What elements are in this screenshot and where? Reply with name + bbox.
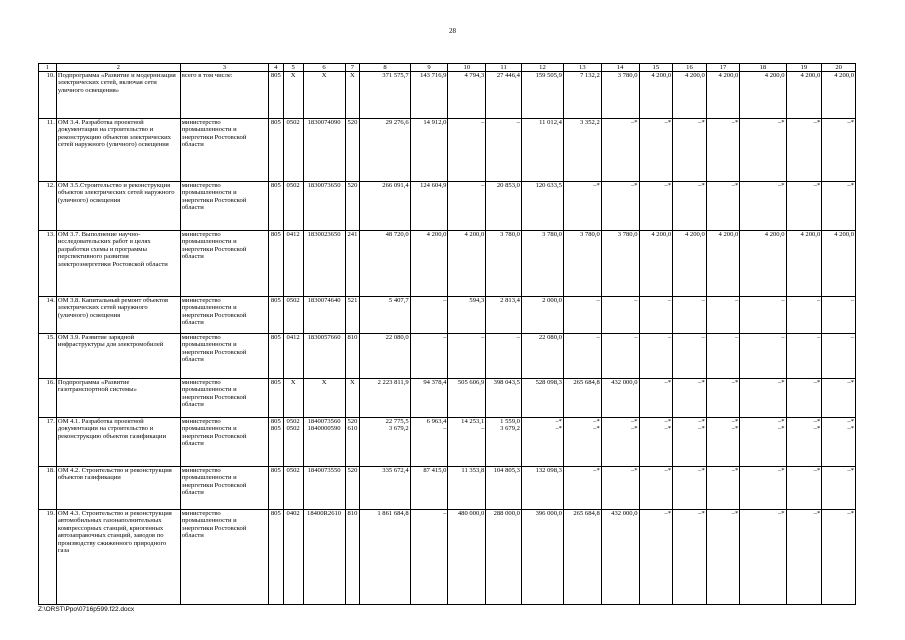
value-cell: 805 — [268, 182, 283, 231]
value-cell: 4 200,0 — [740, 72, 786, 119]
table-row — [39, 231, 856, 297]
value-cell: 520 — [345, 119, 360, 182]
executor-cell: министерство промышленности и энергетики Ростовской области — [180, 510, 268, 605]
value-cell: 22 080,0 — [521, 334, 563, 379]
column-number-18: 18 — [740, 64, 786, 72]
row-number-cell: 14. — [39, 297, 57, 334]
value-cell: 0502 — [283, 182, 303, 231]
value-cell: 124 604,9 — [410, 182, 448, 231]
value-cell: – — [448, 182, 486, 231]
value-cell: – — [706, 297, 740, 334]
value-cell: 4 200,0 — [822, 231, 856, 297]
value-cell: 805 — [268, 510, 283, 605]
value-cell: –* — [601, 467, 639, 510]
value-cell: – — [563, 334, 601, 379]
column-number-13: 13 — [563, 64, 601, 72]
value-cell: –* — [786, 510, 822, 605]
value-cell: 805 — [268, 119, 283, 182]
executor-cell: министерство промышленности и энергетики Ростовской области — [180, 297, 268, 334]
value-cell: 22 080,0 — [360, 334, 410, 379]
column-number-16: 16 — [673, 64, 707, 72]
column-number-7: 7 — [345, 64, 360, 72]
value-cell: 2 000,0 — [521, 297, 563, 334]
value-cell: 520 — [345, 467, 360, 510]
value-cell: 810 — [345, 334, 360, 379]
value-cell: –* — [673, 119, 707, 182]
executor-cell: министерство промышленности и энергетики Ростовской области — [180, 379, 268, 418]
value-cell: 1 559,0 3 679,2 — [486, 418, 522, 467]
value-cell: 0502 0502 — [283, 418, 303, 467]
value-cell: – — [448, 119, 486, 182]
value-cell: –* — [740, 119, 786, 182]
value-cell: 528 098,3 — [521, 379, 563, 418]
value-cell: – — [410, 510, 448, 605]
value-cell: –* — [639, 467, 673, 510]
value-cell: 7 132,2 — [563, 72, 601, 119]
value-cell: 505 606,9 — [448, 379, 486, 418]
value-cell: –* — [639, 119, 673, 182]
value-cell: –* –* — [601, 418, 639, 467]
value-cell: 266 091,4 — [360, 182, 410, 231]
value-cell: 11 012,4 — [521, 119, 563, 182]
value-cell: – — [786, 297, 822, 334]
row-number-cell: 18. — [39, 467, 57, 510]
value-cell: –* — [673, 510, 707, 605]
value-cell: X — [303, 379, 345, 418]
value-cell: 805 — [268, 467, 283, 510]
value-cell: –* — [639, 182, 673, 231]
executor-cell: министерство промышленности и энергетики Ростовской области — [180, 231, 268, 297]
row-number-cell: 15. — [39, 334, 57, 379]
value-cell: – — [822, 334, 856, 379]
column-number-11: 11 — [486, 64, 522, 72]
value-cell: 6 963,4 – — [410, 418, 448, 467]
column-number-19: 19 — [786, 64, 822, 72]
page-number: 28 — [449, 27, 456, 35]
value-cell: 520 — [345, 182, 360, 231]
value-cell: 29 276,6 — [360, 119, 410, 182]
value-cell: 805 — [268, 72, 283, 119]
value-cell: 0412 — [283, 231, 303, 297]
value-cell: 371 575,7 — [360, 72, 410, 119]
value-cell: –* — [822, 510, 856, 605]
value-cell: –* — [639, 379, 673, 418]
value-cell: –* — [822, 182, 856, 231]
value-cell: 805 — [268, 231, 283, 297]
value-cell: – — [740, 297, 786, 334]
value-cell: 2 223 811,9 — [360, 379, 410, 418]
column-number-1: 1 — [39, 64, 57, 72]
row-number-cell: 19. — [39, 510, 57, 605]
value-cell: 3 780,0 — [521, 231, 563, 297]
value-cell: –* — [563, 467, 601, 510]
measure-name-cell: ОМ 3.7. Выполнение научно-исследовательских работ в целях разработки схемы и программы перспективного развития электроэнергетики Ростовской области — [56, 231, 180, 297]
value-cell: 521 — [345, 297, 360, 334]
measure-name-cell: ОМ 3.4. Разработка проектной документации на строительство и реконструкцию объектов электрических сетей наружного (уличного) освещения — [56, 119, 180, 182]
value-cell: 143 716,9 — [410, 72, 448, 119]
value-cell: 1840073560 1840000590 — [303, 418, 345, 467]
value-cell: 4 200,0 — [639, 72, 673, 119]
value-cell: 159 505,9 — [521, 72, 563, 119]
value-cell: 265 684,8 — [563, 510, 601, 605]
value-cell: –* — [706, 467, 740, 510]
executor-cell: всего в том числе: — [180, 72, 268, 119]
value-cell: – — [486, 334, 522, 379]
column-number-2: 2 — [56, 64, 180, 72]
row-number-cell: 17. — [39, 418, 57, 467]
value-cell: X — [345, 379, 360, 418]
row-number-cell: 12. — [39, 182, 57, 231]
value-cell: –* — [601, 182, 639, 231]
value-cell: 5 407,7 — [360, 297, 410, 334]
table-row — [39, 72, 856, 119]
value-cell: 805 — [268, 334, 283, 379]
value-cell: 4 794,3 — [448, 72, 486, 119]
column-number-17: 17 — [706, 64, 740, 72]
measure-name-cell: ОМ 4.2. Строительство и реконструкция объектов газификации — [56, 467, 180, 510]
value-cell: –* — [673, 182, 707, 231]
column-number-15: 15 — [639, 64, 673, 72]
value-cell: 120 633,5 — [521, 182, 563, 231]
value-cell: 398 043,5 — [486, 379, 522, 418]
executor-cell: министерство промышленности и энергетики Ростовской области — [180, 119, 268, 182]
value-cell: –* –* — [521, 418, 563, 467]
measure-name-cell: ОМ 3.5.Строительство и реконструкция объектов электрических сетей наружного (уличного) освещения — [56, 182, 180, 231]
value-cell: 87 415,0 — [410, 467, 448, 510]
value-cell: 104 805,3 — [486, 467, 522, 510]
measure-name-cell: Подпрограмма «Развитие и модернизация электрических сетей, включая сети уличного освещения» — [56, 72, 180, 119]
value-cell: –* –* — [822, 418, 856, 467]
value-cell: – — [601, 334, 639, 379]
value-cell: – — [639, 334, 673, 379]
value-cell: –* — [706, 379, 740, 418]
value-cell: 805 — [268, 297, 283, 334]
value-cell: – — [786, 334, 822, 379]
file-path-footer: Z:\ORST\Ppo\0716p599.f22.docx — [38, 606, 135, 613]
value-cell: X — [283, 379, 303, 418]
value-cell: 27 446,4 — [486, 72, 522, 119]
executor-cell: министерство промышленности и энергетики Ростовской области — [180, 334, 268, 379]
value-cell: –* –* — [740, 418, 786, 467]
value-cell: X — [283, 72, 303, 119]
table-row — [39, 297, 856, 334]
value-cell: –* — [740, 379, 786, 418]
value-cell: 4 200,0 — [639, 231, 673, 297]
value-cell: – — [601, 297, 639, 334]
executor-cell: министерство промышленности и энергетики Ростовской области — [180, 467, 268, 510]
value-cell: –* — [563, 182, 601, 231]
value-cell: 4 200,0 — [786, 231, 822, 297]
value-cell: –* –* — [563, 418, 601, 467]
value-cell: 4 200,0 — [673, 72, 707, 119]
value-cell: –* — [706, 510, 740, 605]
value-cell: 1830073650 — [303, 182, 345, 231]
value-cell: 4 200,0 — [706, 231, 740, 297]
value-cell: X — [345, 72, 360, 119]
value-cell: 132 098,3 — [521, 467, 563, 510]
table-row — [39, 334, 856, 379]
value-cell: 4 200,0 — [822, 72, 856, 119]
column-number-14: 14 — [601, 64, 639, 72]
column-number-3: 3 — [180, 64, 268, 72]
value-cell: 480 000,0 — [448, 510, 486, 605]
value-cell: –* — [740, 467, 786, 510]
value-cell: 3 352,2 — [563, 119, 601, 182]
value-cell: –* — [822, 119, 856, 182]
value-cell: – — [486, 119, 522, 182]
value-cell: 335 672,4 — [360, 467, 410, 510]
value-cell: –* –* — [673, 418, 707, 467]
value-cell: 810 — [345, 510, 360, 605]
row-number-cell: 16. — [39, 379, 57, 418]
value-cell: – — [706, 334, 740, 379]
column-number-10: 10 — [448, 64, 486, 72]
column-number-4: 4 — [268, 64, 283, 72]
value-cell: – — [822, 297, 856, 334]
value-cell: 1830023650 — [303, 231, 345, 297]
value-cell: –* — [673, 379, 707, 418]
executor-cell: министерство промышленности и энергетики Ростовской области — [180, 418, 268, 467]
row-number-cell: 10. — [39, 72, 57, 119]
value-cell: –* — [706, 119, 740, 182]
column-number-8: 8 — [360, 64, 410, 72]
value-cell: 18400R2610 — [303, 510, 345, 605]
value-cell: 520 610 — [345, 418, 360, 467]
budget-table — [38, 63, 856, 605]
table-row — [39, 510, 856, 605]
executor-cell: министерство промышленности и энергетики Ростовской области — [180, 182, 268, 231]
measure-name-cell: ОМ 3.8. Капитальный ремонт объектов электрических сетей наружного (уличного) освещения — [56, 297, 180, 334]
value-cell: 11 353,8 — [448, 467, 486, 510]
value-cell: – — [410, 297, 448, 334]
value-cell: – — [563, 297, 601, 334]
value-cell: 1830057660 — [303, 334, 345, 379]
row-number-cell: 13. — [39, 231, 57, 297]
value-cell: 0502 — [283, 119, 303, 182]
table-row — [39, 119, 856, 182]
value-cell: –* — [786, 467, 822, 510]
value-cell: 4 200,0 — [673, 231, 707, 297]
value-cell: 3 780,0 — [563, 231, 601, 297]
table-row — [39, 182, 856, 231]
value-cell: –* –* — [786, 418, 822, 467]
value-cell: 1 861 684,8 — [360, 510, 410, 605]
value-cell: 805 — [268, 379, 283, 418]
value-cell: X — [303, 72, 345, 119]
column-number-6: 6 — [303, 64, 345, 72]
value-cell: 0402 — [283, 510, 303, 605]
value-cell: 94 378,4 — [410, 379, 448, 418]
value-cell: 1830074090 — [303, 119, 345, 182]
value-cell: 265 684,8 — [563, 379, 601, 418]
value-cell: 3 780,0 — [601, 231, 639, 297]
value-cell: 4 200,0 — [410, 231, 448, 297]
column-number-9: 9 — [410, 64, 448, 72]
table-row — [39, 379, 856, 418]
value-cell: 22 775,5 3 679,2 — [360, 418, 410, 467]
value-cell: – — [448, 334, 486, 379]
column-number-12: 12 — [521, 64, 563, 72]
value-cell: 0502 — [283, 297, 303, 334]
measure-name-cell: ОМ 4.1. Разработка проектной документации на строительство и реконструкцию объектов газификации — [56, 418, 180, 467]
value-cell: 14 253,1 – — [448, 418, 486, 467]
value-cell: –* –* — [706, 418, 740, 467]
measure-name-cell: ОМ 4.3. Строительство и реконструкция автомобильных газонаполнительных компрессорных станций, криогенных автозаправочных станций, заводов по производству сжиженного природного газа — [56, 510, 180, 605]
column-number-5: 5 — [283, 64, 303, 72]
value-cell: –* — [601, 119, 639, 182]
value-cell: 4 200,0 — [706, 72, 740, 119]
value-cell: 48 720,0 — [360, 231, 410, 297]
value-cell: –* — [740, 510, 786, 605]
value-cell: 432 000,0 — [601, 510, 639, 605]
value-cell: –* — [822, 379, 856, 418]
value-cell: 241 — [345, 231, 360, 297]
value-cell: –* — [740, 182, 786, 231]
value-cell: 594,3 — [448, 297, 486, 334]
column-number-20: 20 — [822, 64, 856, 72]
table-row — [39, 418, 856, 467]
table-body — [39, 64, 856, 605]
value-cell: –* — [822, 467, 856, 510]
value-cell: 2 813,4 — [486, 297, 522, 334]
value-cell: –* — [706, 182, 740, 231]
value-cell: 288 000,0 — [486, 510, 522, 605]
value-cell: –* — [786, 379, 822, 418]
value-cell: – — [410, 334, 448, 379]
value-cell: – — [639, 297, 673, 334]
row-number-cell: 11. — [39, 119, 57, 182]
value-cell: 0502 — [283, 467, 303, 510]
value-cell: – — [740, 334, 786, 379]
value-cell: 1840073550 — [303, 467, 345, 510]
measure-name-cell: ОМ 3.9. Развитие зарядной инфраструктуры для электромобилей — [56, 334, 180, 379]
value-cell: –* –* — [639, 418, 673, 467]
value-cell: – — [673, 297, 707, 334]
table-row — [39, 467, 856, 510]
value-cell: – — [673, 334, 707, 379]
value-cell: 14 912,0 — [410, 119, 448, 182]
value-cell: –* — [786, 182, 822, 231]
measure-name-cell: Подпрограмма «Развитие газотранспортной системы» — [56, 379, 180, 418]
value-cell: 3 780,0 — [601, 72, 639, 119]
value-cell: –* — [786, 119, 822, 182]
value-cell: 396 000,0 — [521, 510, 563, 605]
value-cell: –* — [673, 467, 707, 510]
value-cell: 4 200,0 — [448, 231, 486, 297]
value-cell: 805 805 — [268, 418, 283, 467]
value-cell: 432 000,0 — [601, 379, 639, 418]
value-cell: 4 200,0 — [740, 231, 786, 297]
value-cell: 20 853,0 — [486, 182, 522, 231]
value-cell: 1830074640 — [303, 297, 345, 334]
column-number-row — [39, 64, 856, 72]
value-cell: –* — [639, 510, 673, 605]
value-cell: 4 200,0 — [786, 72, 822, 119]
value-cell: 3 780,0 — [486, 231, 522, 297]
value-cell: 0412 — [283, 334, 303, 379]
